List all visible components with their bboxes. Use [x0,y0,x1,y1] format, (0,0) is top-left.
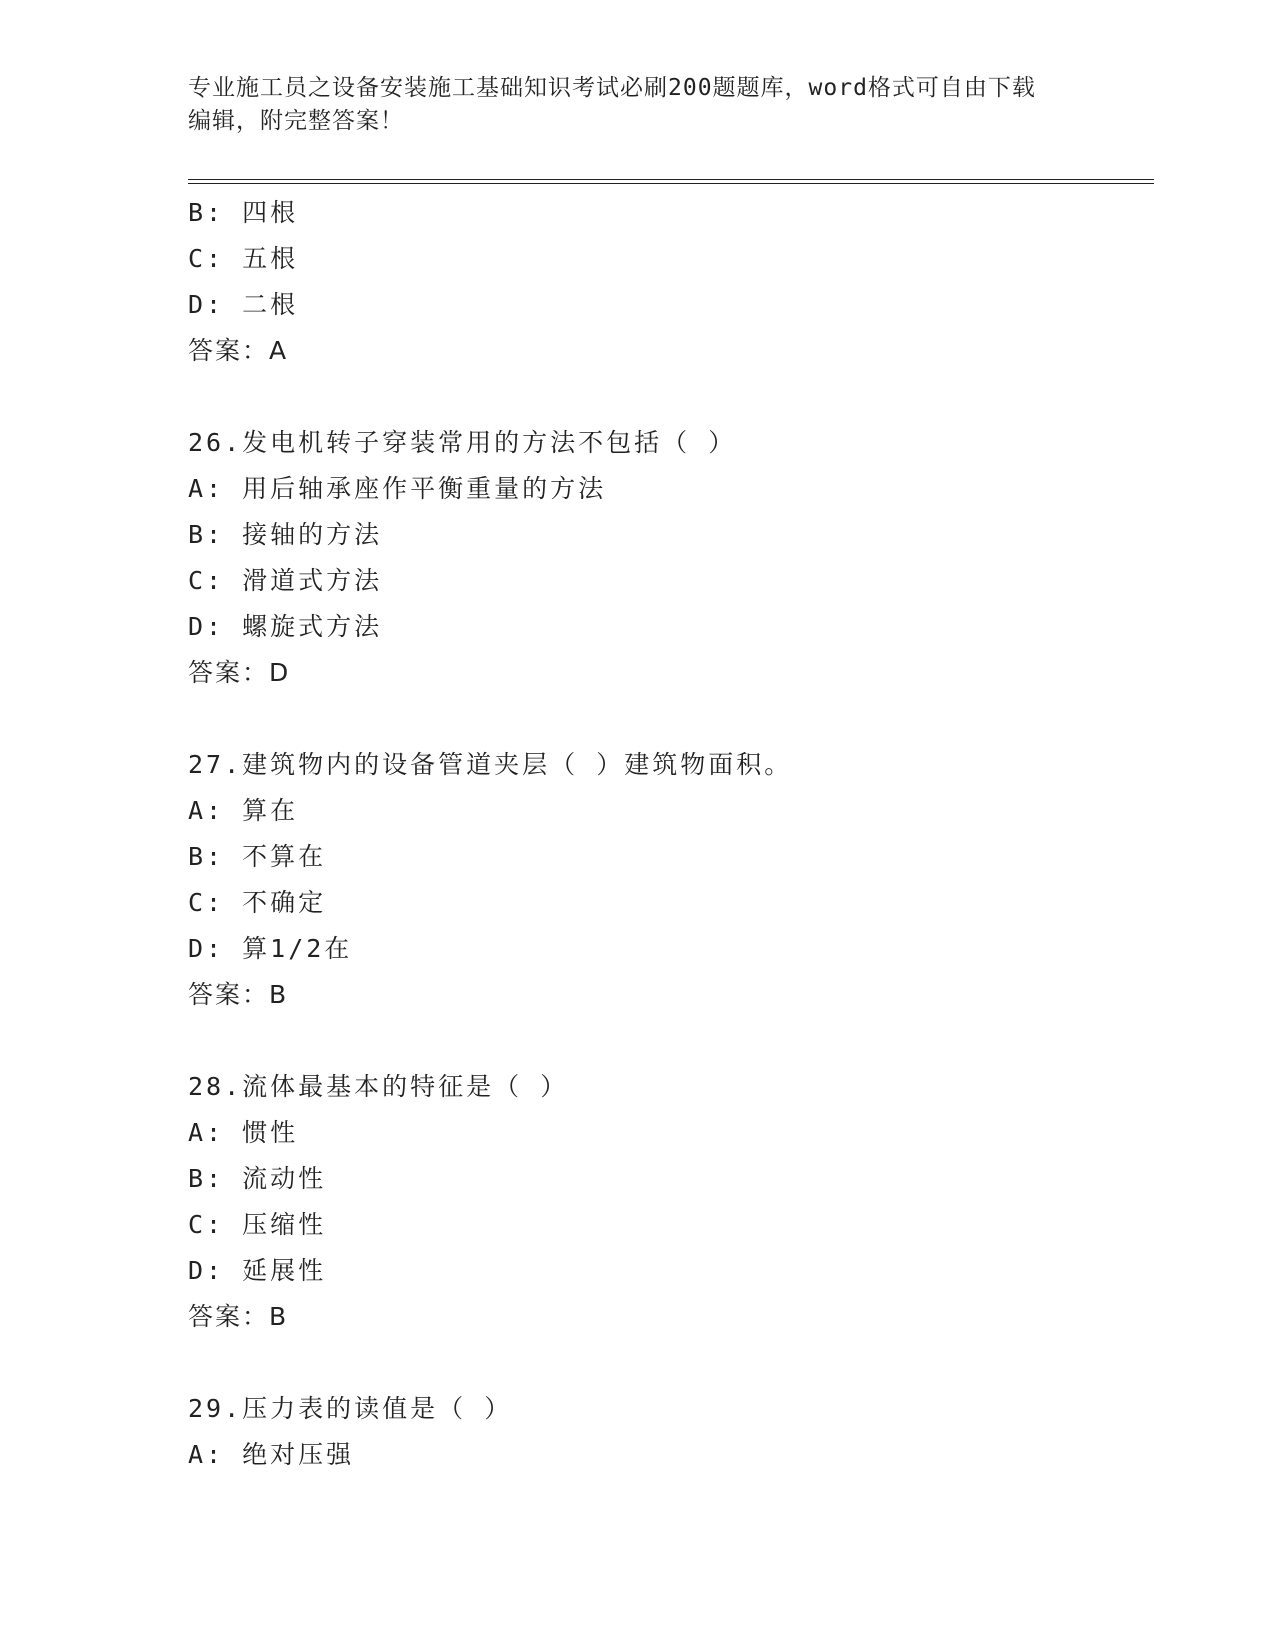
answer-line: 答案：B [188,1302,289,1331]
document-header [188,72,1108,138]
question-text: 28.流体最基本的特征是（ ） [188,1072,569,1101]
header-line-1: 专业施工员之设备安装施工基础知识考试必刷200题题库，word格式可自由下载 [188,75,1036,101]
option-line: B: 接轴的方法 [188,520,383,549]
option-line: D: 螺旋式方法 [188,612,383,641]
header-divider-bottom [188,183,1154,184]
option-line: D: 延展性 [188,1256,327,1285]
option-line: B: 四根 [188,198,299,227]
option-line: A: 绝对压强 [188,1440,355,1469]
answer-line: 答案：D [188,658,291,687]
answer-line: 答案：A [188,336,289,365]
question-text: 26.发电机转子穿装常用的方法不包括（ ） [188,428,737,457]
option-line: D: 算1/2在 [188,934,353,963]
option-line: A: 用后轴承座作平衡重量的方法 [188,474,607,503]
option-line: C: 压缩性 [188,1210,327,1239]
header-line-2: 编辑，附完整答案！ [188,108,404,134]
option-line: C: 五根 [188,244,299,273]
option-line: A: 算在 [188,796,299,825]
question-text: 27.建筑物内的设备管道夹层（ ）建筑物面积。 [188,750,793,779]
header-divider-top [188,179,1154,180]
option-line: D: 二根 [188,290,299,319]
question-list [188,190,1148,1478]
option-line: C: 不确定 [188,888,327,917]
question-text: 29.压力表的读值是（ ） [188,1394,513,1423]
option-line: A: 惯性 [188,1118,299,1147]
option-line: B: 不算在 [188,842,327,871]
option-line: C: 滑道式方法 [188,566,383,595]
answer-line: 答案：B [188,980,289,1009]
option-line: B: 流动性 [188,1164,327,1193]
